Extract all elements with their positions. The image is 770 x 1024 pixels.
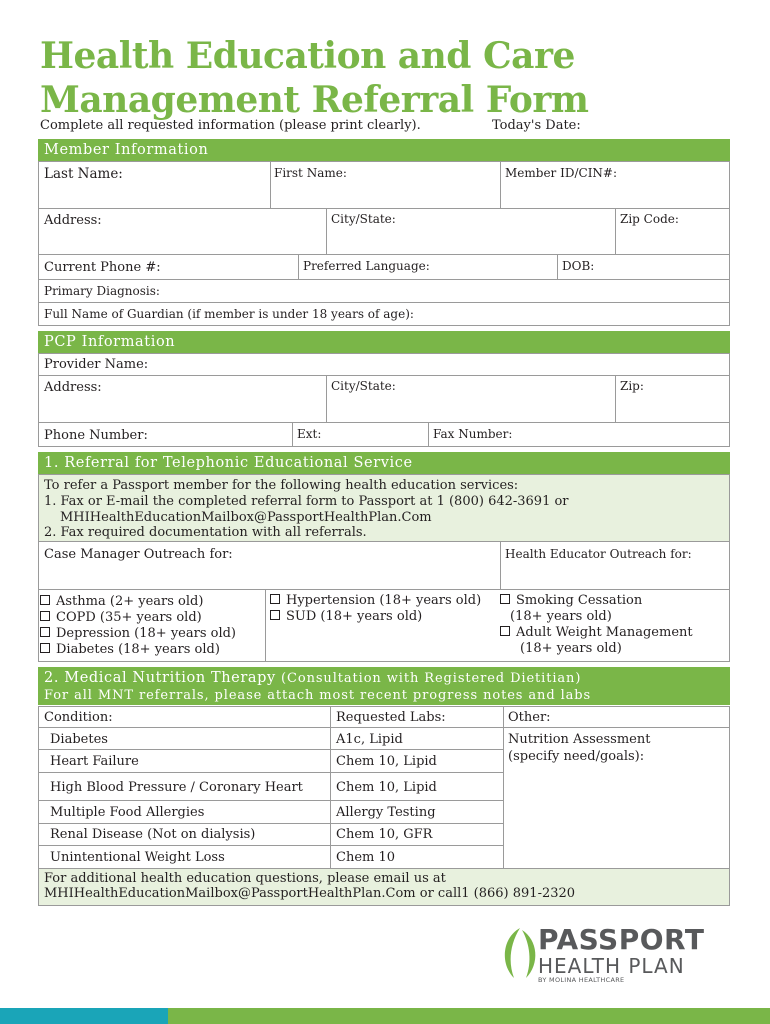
- page-title: [40, 34, 588, 122]
- specify-goals-label: (specify need/goals):: [508, 749, 645, 764]
- logo-passport: PASSPORT: [538, 923, 705, 956]
- provider-name-field[interactable]: Provider Name:: [44, 357, 149, 372]
- member-city-state-field[interactable]: City/State:: [331, 212, 396, 226]
- mnt-subtitle: (Consultation with Registered Dietitian): [281, 671, 582, 686]
- dob-field[interactable]: DOB:: [562, 259, 595, 273]
- checkbox[interactable]: [40, 627, 50, 637]
- title-line-2: Management Referral Form: [40, 79, 589, 121]
- title-line-1: Health Education and Care: [40, 35, 575, 77]
- instructions: Complete all requested information (please print clearly).: [40, 118, 421, 133]
- health-educator-outreach-label: Health Educator Outreach for:: [505, 547, 692, 561]
- condition-diabetes[interactable]: Diabetes: [50, 732, 108, 747]
- referral-header: 1. Referral for Telephonic Educational Service: [38, 452, 730, 474]
- labs-diabetes: A1c, Lipid: [336, 732, 403, 747]
- option-hypertension[interactable]: Hypertension (18+ years old): [270, 593, 481, 609]
- referral-step-2: 2. Fax required documentation with all referrals.: [44, 525, 367, 540]
- pcp-ext-field[interactable]: Ext:: [297, 427, 322, 441]
- pcp-info-header: PCP Information: [38, 331, 730, 353]
- member-info-header: Member Information: [38, 139, 730, 161]
- pcp-phone-field[interactable]: Phone Number:: [44, 428, 148, 443]
- labs-hbp: Chem 10, Lipid: [336, 780, 437, 795]
- other-header: Other:: [508, 710, 551, 725]
- labs-heart-failure: Chem 10, Lipid: [336, 754, 437, 769]
- condition-food-allergies[interactable]: Multiple Food Allergies: [50, 805, 205, 820]
- option-copd[interactable]: COPD (35+ years old): [40, 610, 236, 626]
- checkbox[interactable]: [40, 611, 50, 621]
- pcp-zip-field[interactable]: Zip:: [620, 379, 644, 393]
- todays-date-label: Today's Date:: [492, 118, 581, 133]
- health-educator-options: [500, 593, 693, 657]
- checkbox[interactable]: [500, 626, 510, 636]
- labs-weight-loss: Chem 10: [336, 850, 396, 865]
- guardian-name-field[interactable]: Full Name of Guardian (if member is under 18 years of age):: [44, 307, 414, 321]
- option-sud[interactable]: SUD (18+ years old): [270, 609, 481, 625]
- checkbox[interactable]: [40, 643, 50, 653]
- pcp-fax-field[interactable]: Fax Number:: [433, 427, 513, 441]
- footer-band-green: [168, 1008, 770, 1024]
- member-phone-field[interactable]: Current Phone #:: [44, 260, 161, 275]
- mnt-footer-line-1: For additional health education questions, please email us at: [44, 871, 446, 886]
- preferred-language-field[interactable]: Preferred Language:: [303, 259, 430, 273]
- checkbox[interactable]: [270, 594, 280, 604]
- referral-intro: To refer a Passport member for the following health education services:: [44, 478, 519, 493]
- condition-header: Condition:: [44, 710, 113, 725]
- condition-weight-loss[interactable]: Unintentional Weight Loss: [50, 850, 225, 865]
- option-smoking-cessation[interactable]: Smoking Cessation: [500, 593, 693, 609]
- option-diabetes[interactable]: Diabetes (18+ years old): [40, 642, 236, 658]
- referral-step-1: 1. Fax or E-mail the completed referral form to Passport at 1 (800) 642-3691 or: [44, 494, 569, 509]
- labs-renal: Chem 10, GFR: [336, 827, 433, 842]
- condition-heart-failure[interactable]: Heart Failure: [50, 754, 139, 769]
- primary-diagnosis-field[interactable]: Primary Diagnosis:: [44, 284, 160, 298]
- member-zip-field[interactable]: Zip Code:: [620, 212, 679, 226]
- mnt-header: [38, 667, 730, 705]
- mnt-title: 2. Medical Nutrition Therapy: [44, 670, 276, 686]
- member-id-field[interactable]: Member ID/CIN#:: [505, 166, 618, 180]
- smoking-age-note: (18+ years old): [510, 609, 612, 624]
- checkbox[interactable]: [270, 610, 280, 620]
- logo-molina: BY MOLINA HEALTHCARE: [538, 976, 625, 984]
- mnt-footer-line-2[interactable]: MHIHealthEducationMailbox@PassportHealthPlan.Com or call1 (866) 891-2320: [44, 886, 576, 901]
- case-manager-outreach-label: Case Manager Outreach for:: [44, 547, 233, 562]
- option-adult-weight[interactable]: Adult Weight Management: [500, 625, 693, 641]
- option-asthma[interactable]: Asthma (2+ years old): [40, 594, 236, 610]
- case-manager-options: [40, 594, 236, 658]
- weight-age-note: (18+ years old): [520, 641, 622, 656]
- condition-hbp[interactable]: High Blood Pressure / Coronary Heart: [50, 780, 303, 795]
- pcp-city-state-field[interactable]: City/State:: [331, 379, 396, 393]
- labs-food-allergies: Allergy Testing: [336, 805, 436, 820]
- logo-health-plan: HEALTH PLAN: [538, 954, 685, 978]
- case-manager-options-2: [270, 593, 481, 625]
- checkbox[interactable]: [40, 595, 50, 605]
- passport-logo: [500, 924, 720, 988]
- footer-band-teal: [0, 1008, 168, 1024]
- option-depression[interactable]: Depression (18+ years old): [40, 626, 236, 642]
- checkbox[interactable]: [500, 594, 510, 604]
- first-name-field[interactable]: First Name:: [274, 166, 347, 180]
- condition-renal[interactable]: Renal Disease (Not on dialysis): [50, 827, 256, 842]
- member-address-field[interactable]: Address:: [44, 213, 102, 228]
- referral-email[interactable]: MHIHealthEducationMailbox@PassportHealthPlan.Com: [60, 510, 432, 525]
- requested-labs-header: Requested Labs:: [336, 710, 446, 725]
- leaf-icon: [500, 924, 540, 982]
- nutrition-assessment-label[interactable]: Nutrition Assessment: [508, 732, 651, 747]
- last-name-field[interactable]: Last Name:: [44, 166, 123, 182]
- pcp-address-field[interactable]: Address:: [44, 380, 102, 395]
- mnt-attach-note: For all MNT referrals, please attach most recent progress notes and labs: [44, 688, 592, 703]
